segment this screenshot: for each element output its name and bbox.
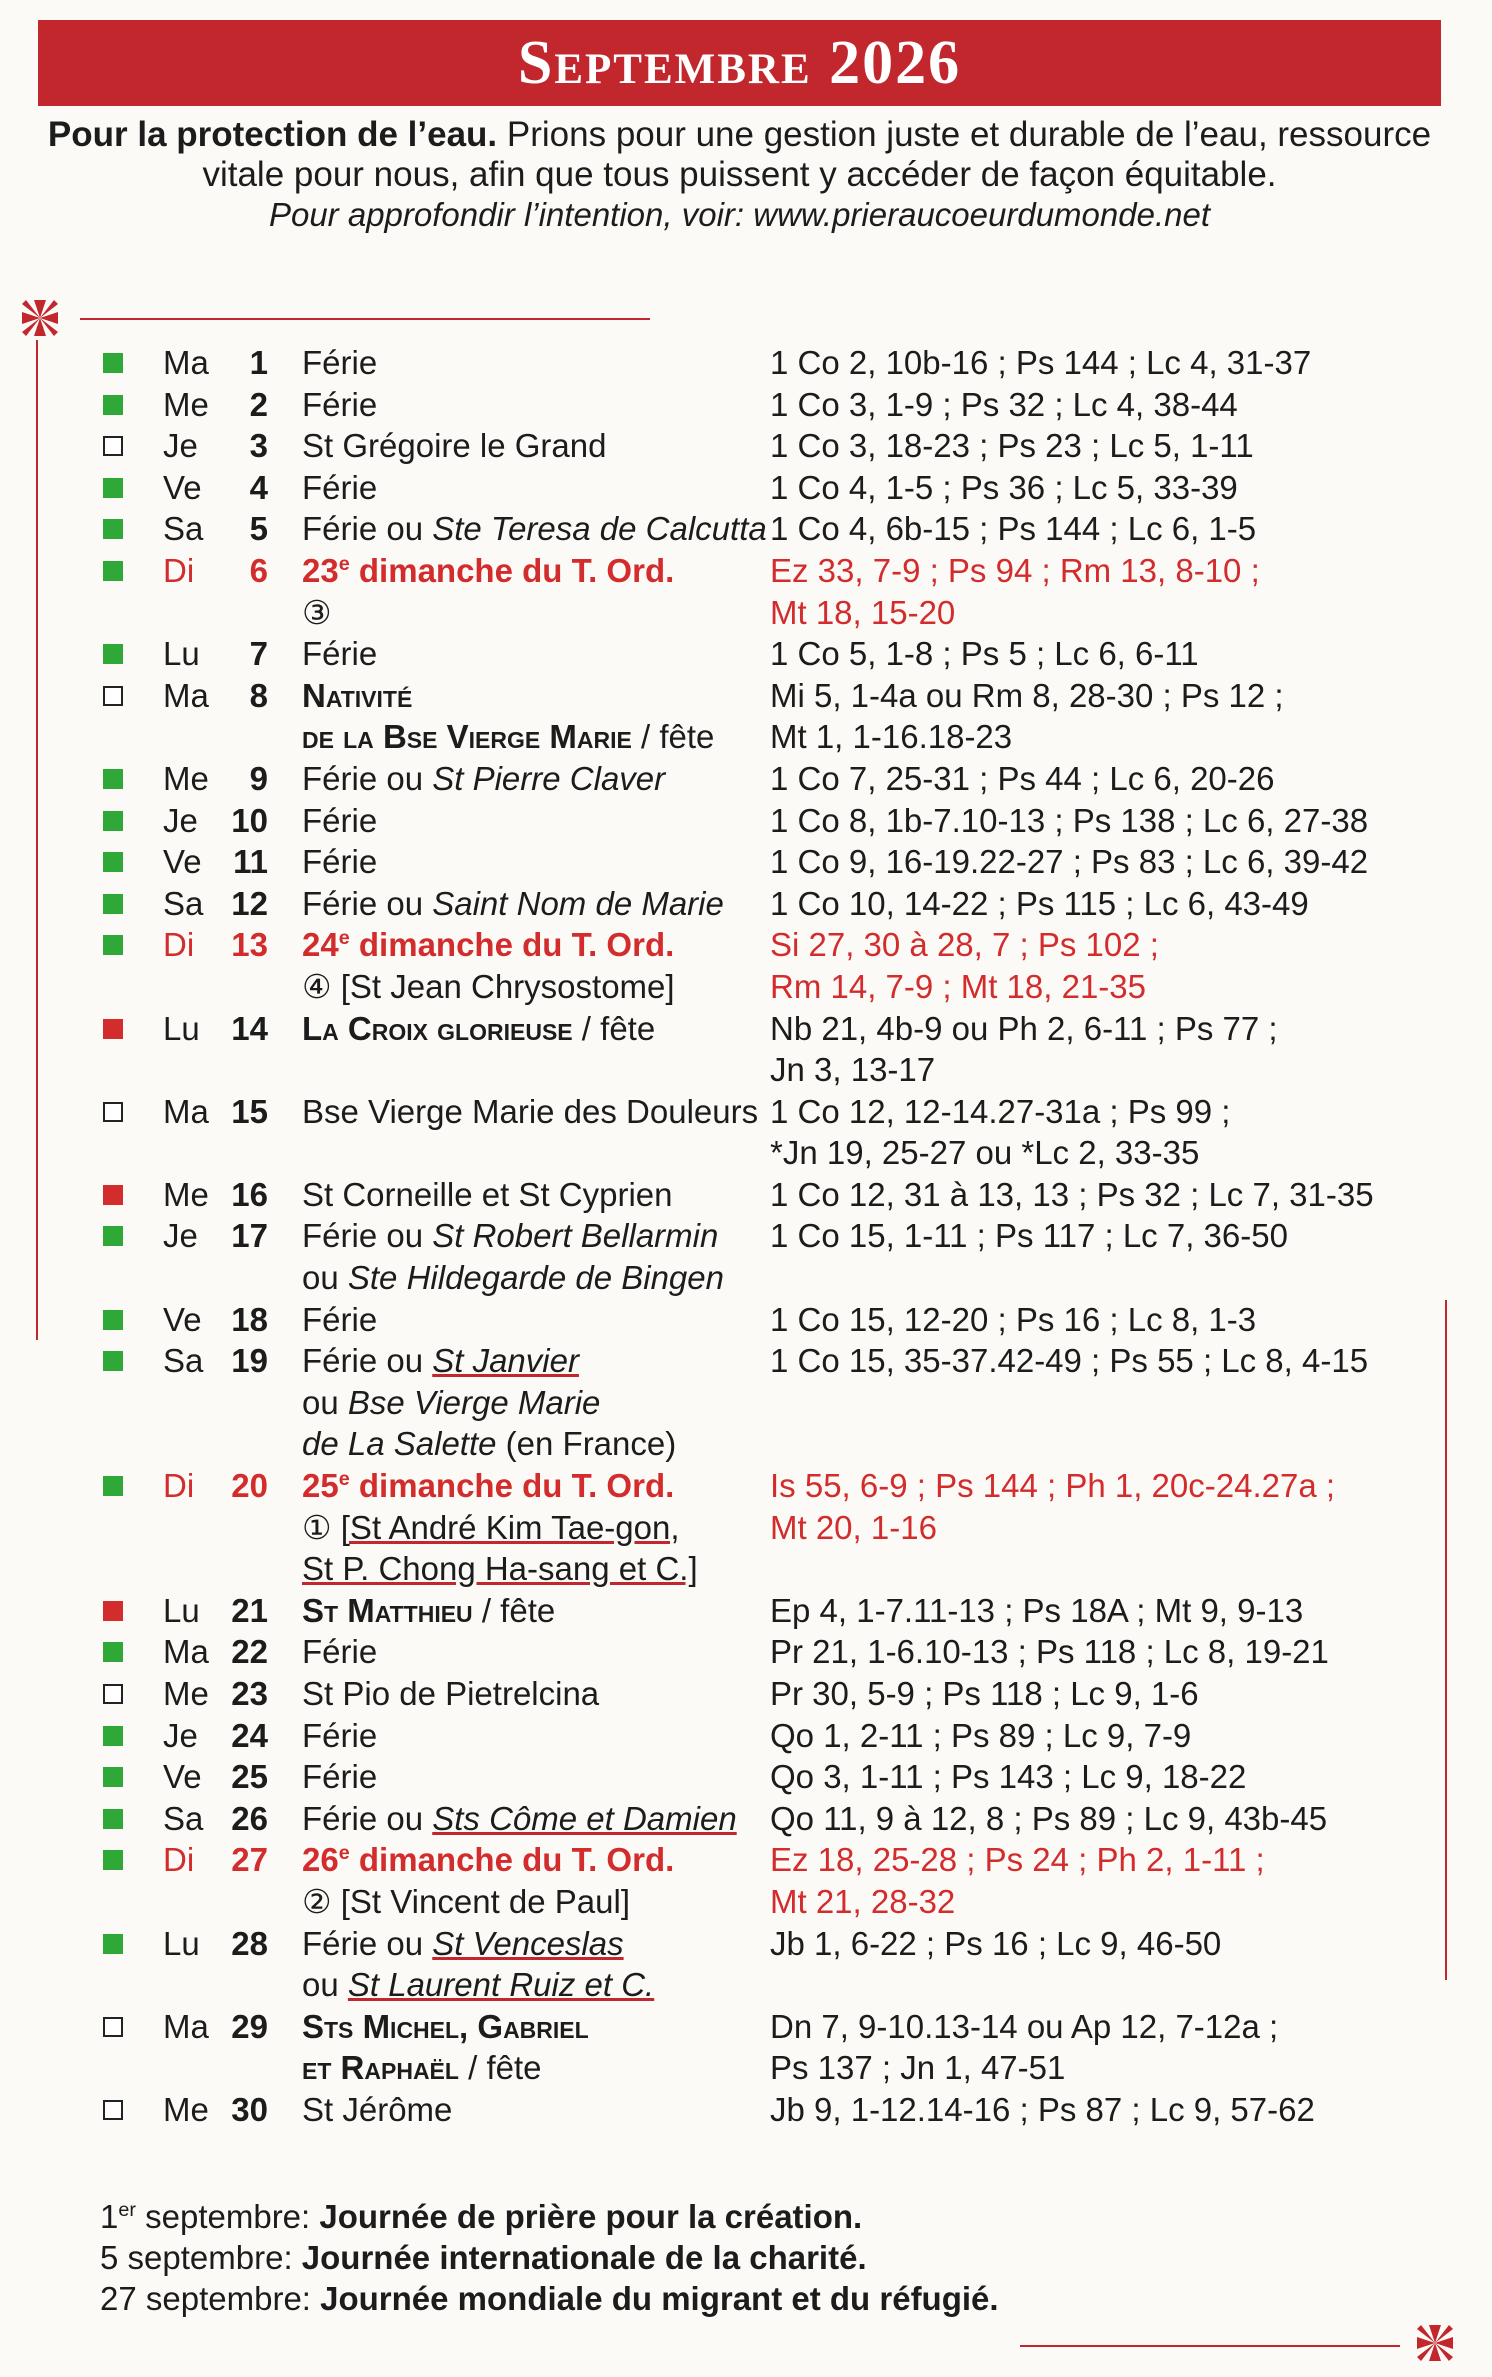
readings: Jb 1, 6-22 ; Ps 16 ; Lc 9, 46-50	[770, 1924, 1222, 1962]
day-of-week: Ve	[163, 843, 202, 881]
day-number: 11	[233, 843, 268, 881]
day-row	[0, 384, 1492, 426]
day-row	[0, 425, 1492, 467]
liturgical-color-square	[103, 1185, 123, 1205]
day-row	[0, 1590, 1492, 1632]
celebration: Férie	[302, 1716, 378, 1754]
day-of-week: Ve	[163, 468, 202, 506]
readings: 1 Co 7, 25-31 ; Ps 44 ; Lc 6, 20-26	[770, 759, 1275, 797]
celebration: Férie	[302, 1633, 378, 1671]
liturgical-color-square	[103, 519, 123, 539]
day-row	[0, 1091, 1492, 1174]
day-of-week: Me	[163, 1175, 209, 1213]
day-row	[0, 2089, 1492, 2131]
day-number: 22	[231, 1633, 268, 1671]
intention-text: Prions pour une gestion juste et durable de l’eau, ressource vitale pour nous, afin que tous puissent y accéder de façon équitable.	[202, 115, 1432, 194]
day-number: 14	[231, 1009, 268, 1047]
day-number: 1	[249, 344, 268, 381]
liturgical-color-square	[103, 1850, 123, 1870]
readings: Is 55, 6-9 ; Ps 144 ; Ph 1, 20c-24.27a ; Mt 20, 1-16	[770, 1467, 1336, 1546]
day-row	[0, 633, 1492, 675]
day-row	[0, 2006, 1492, 2089]
templar-cross-icon-bottom	[1415, 2323, 1455, 2363]
liturgical-color-square	[103, 1809, 123, 1829]
day-number: 19	[231, 1342, 268, 1380]
readings: 1 Co 12, 12-14.27-31a ; Ps 99 ; *Jn 19, 25-27 ou *Lc 2, 33-35	[770, 1092, 1231, 1172]
day-of-week: Ma	[163, 2007, 209, 2045]
day-of-week: Ma	[163, 1092, 209, 1130]
day-of-week: Ve	[163, 1300, 202, 1338]
day-of-week: Lu	[163, 1924, 200, 1962]
day-of-week: Di	[163, 926, 195, 964]
top-divider	[80, 318, 650, 320]
celebration: 25e dimanche du T. Ord. ① [St André Kim Tae-gon, St P. Chong Ha-sang et C.]	[302, 1467, 698, 1588]
celebration: Férie	[302, 344, 378, 381]
readings: Si 27, 30 à 28, 7 ; Ps 102 ; Rm 14, 7-9 ; Mt 18, 21-35	[770, 926, 1159, 1005]
liturgical-color-square	[103, 1310, 123, 1330]
day-of-week: Je	[163, 1217, 198, 1255]
day-number: 17	[231, 1217, 268, 1255]
day-of-week: Me	[163, 1675, 209, 1713]
liturgical-color-square	[103, 1102, 123, 1122]
day-of-week: Ma	[163, 1633, 209, 1671]
readings: Qo 1, 2-11 ; Ps 89 ; Lc 9, 7-9	[770, 1716, 1192, 1754]
month-title: Septembre 2026	[517, 28, 962, 97]
day-number: 10	[231, 801, 268, 839]
celebration: 24e dimanche du T. Ord. ④ [St Jean Chrysostome]	[302, 926, 675, 1005]
day-list	[0, 342, 1492, 2131]
day-number: 12	[231, 884, 268, 922]
day-number: 24	[231, 1716, 268, 1754]
day-of-week: Je	[163, 427, 198, 465]
celebration: St Matthieu / fête	[302, 1591, 556, 1629]
day-number: 26	[231, 1799, 268, 1837]
day-number: 27	[231, 1841, 268, 1879]
liturgical-color-square	[103, 353, 123, 373]
day-row	[0, 1174, 1492, 1216]
readings: 1 Co 10, 14-22 ; Ps 115 ; Lc 6, 43-49	[770, 884, 1309, 922]
readings: 1 Co 8, 1b-7.10-13 ; Ps 138 ; Lc 6, 27-38	[770, 801, 1369, 839]
liturgical-color-square	[103, 1767, 123, 1787]
celebration: 26e dimanche du T. Ord. ② [St Vincent de Paul]	[302, 1841, 675, 1920]
liturgical-color-square	[103, 561, 123, 581]
celebration: Férie ou St Venceslas ou St Laurent Ruiz et C.	[302, 1924, 655, 2004]
readings: Pr 30, 5-9 ; Ps 118 ; Lc 9, 1-6	[770, 1675, 1199, 1713]
day-row	[0, 675, 1492, 758]
day-row	[0, 467, 1492, 509]
day-row	[0, 1215, 1492, 1298]
day-row	[0, 508, 1492, 550]
day-number: 8	[249, 676, 268, 714]
prayer-intention	[38, 115, 1441, 235]
day-of-week: Ma	[163, 344, 209, 381]
liturgical-color-square	[103, 436, 123, 456]
readings: 1 Co 15, 35-37.42-49 ; Ps 55 ; Lc 8, 4-15	[770, 1342, 1369, 1380]
day-number: 20	[231, 1467, 268, 1505]
day-of-week: Me	[163, 2090, 209, 2128]
day-number: 3	[249, 427, 268, 465]
notes	[100, 2196, 999, 2319]
readings: Ep 4, 1-7.11-13 ; Ps 18A ; Mt 9, 9-13	[770, 1591, 1304, 1629]
celebration: Férie ou St Robert Bellarmin ou Ste Hildegarde de Bingen	[302, 1217, 724, 1297]
readings: 1 Co 9, 16-19.22-27 ; Ps 83 ; Lc 6, 39-42	[770, 843, 1369, 881]
day-row	[0, 1756, 1492, 1798]
celebration: Férie ou Sts Côme et Damien	[302, 1799, 737, 1837]
day-of-week: Me	[163, 759, 209, 797]
liturgical-color-square	[103, 478, 123, 498]
liturgical-color-square	[103, 1934, 123, 1954]
day-of-week: Di	[163, 1467, 195, 1505]
day-row	[0, 758, 1492, 800]
day-of-week: Lu	[163, 1591, 200, 1629]
readings: Ez 18, 25-28 ; Ps 24 ; Ph 2, 1-11 ; Mt 21, 28-32	[770, 1841, 1265, 1920]
celebration: Férie	[302, 843, 378, 881]
celebration: Férie	[302, 801, 378, 839]
celebration: La Croix glorieuse / fête	[302, 1009, 656, 1047]
readings: Nb 21, 4b-9 ou Ph 2, 6-11 ; Ps 77 ; Jn 3, 13-17	[770, 1009, 1278, 1089]
liturgical-color-square	[103, 1726, 123, 1746]
readings: Pr 21, 1-6.10-13 ; Ps 118 ; Lc 8, 19-21	[770, 1633, 1329, 1671]
day-row	[0, 1673, 1492, 1715]
day-number: 13	[231, 926, 268, 964]
day-number: 4	[249, 468, 268, 506]
day-number: 9	[249, 759, 268, 797]
celebration: Férie	[302, 1300, 378, 1338]
liturgical-color-square	[103, 2100, 123, 2120]
day-of-week: Je	[163, 1716, 198, 1754]
day-of-week: Sa	[163, 1799, 204, 1837]
liturgical-color-square	[103, 686, 123, 706]
readings: 1 Co 15, 1-11 ; Ps 117 ; Lc 7, 36-50	[770, 1217, 1288, 1255]
day-row	[0, 1299, 1492, 1341]
day-row	[0, 342, 1492, 384]
readings: 1 Co 4, 6b-15 ; Ps 144 ; Lc 6, 1-5	[770, 510, 1257, 548]
note-line: 27 septembre: Journée mondiale du migrant et du réfugié.	[100, 2280, 999, 2317]
day-of-week: Sa	[163, 1342, 204, 1380]
note-line: 5 septembre: Journée internationale de la charité.	[100, 2239, 867, 2276]
day-row	[0, 1008, 1492, 1091]
day-of-week: Ma	[163, 676, 209, 714]
day-row	[0, 924, 1492, 1007]
day-number: 7	[249, 635, 268, 673]
liturgical-color-square	[103, 769, 123, 789]
celebration: Bse Vierge Marie des Douleurs	[302, 1092, 759, 1130]
day-row	[0, 550, 1492, 633]
day-of-week: Di	[163, 551, 195, 589]
note-line: 1er septembre: Journée de prière pour la création.	[100, 2198, 863, 2235]
celebration: Férie	[302, 468, 378, 506]
intention-title: Pour la protection de l’eau.	[47, 115, 498, 154]
day-of-week: Di	[163, 1841, 195, 1879]
day-row	[0, 1839, 1492, 1922]
liturgical-color-square	[103, 1226, 123, 1246]
celebration: Férie ou St Janvier ou Bse Vierge Marie de La Salette (en France)	[302, 1342, 677, 1463]
liturgical-color-square	[103, 1642, 123, 1662]
day-of-week: Je	[163, 801, 198, 839]
day-row	[0, 1923, 1492, 2006]
day-number: 16	[231, 1175, 268, 1213]
day-row	[0, 1465, 1492, 1590]
day-number: 18	[231, 1300, 268, 1338]
celebration: Férie	[302, 385, 378, 423]
day-row	[0, 1798, 1492, 1840]
readings: 1 Co 3, 18-23 ; Ps 23 ; Lc 5, 1-11	[770, 427, 1254, 465]
liturgical-color-square	[103, 1684, 123, 1704]
day-row	[0, 800, 1492, 842]
liturgical-color-square	[103, 1019, 123, 1039]
readings: 1 Co 5, 1-8 ; Ps 5 ; Lc 6, 6-11	[770, 635, 1199, 673]
liturgical-color-square	[103, 1601, 123, 1621]
day-of-week: Ve	[163, 1758, 202, 1796]
day-number: 6	[249, 551, 268, 589]
day-number: 5	[249, 510, 268, 548]
day-of-week: Sa	[163, 510, 204, 548]
day-row	[0, 1340, 1492, 1465]
day-number: 2	[249, 385, 268, 423]
day-of-week: Lu	[163, 635, 200, 673]
celebration: Nativité de la Bse Vierge Marie / fête	[302, 676, 715, 756]
liturgical-color-square	[103, 395, 123, 415]
celebration: Férie ou St Pierre Claver	[302, 759, 666, 797]
celebration: 23e dimanche du T. Ord. ③	[302, 551, 675, 631]
celebration: St Jérôme	[302, 2090, 453, 2128]
readings: Jb 9, 1-12.14-16 ; Ps 87 ; Lc 9, 57-62	[770, 2090, 1315, 2128]
celebration: St Corneille et St Cyprien	[302, 1175, 673, 1213]
celebration: Férie ou Ste Teresa de Calcutta	[302, 510, 767, 548]
day-row	[0, 1631, 1492, 1673]
day-row	[0, 883, 1492, 925]
readings: Qo 11, 9 à 12, 8 ; Ps 89 ; Lc 9, 43b-45	[770, 1799, 1328, 1837]
liturgical-color-square	[103, 644, 123, 664]
day-number: 25	[231, 1758, 268, 1796]
liturgical-color-square	[103, 2017, 123, 2037]
celebration: Férie	[302, 635, 378, 673]
celebration: St Grégoire le Grand	[302, 427, 607, 465]
celebration: Férie	[302, 1758, 378, 1796]
day-of-week: Sa	[163, 884, 204, 922]
day-number: 15	[231, 1092, 268, 1130]
readings: 1 Co 12, 31 à 13, 13 ; Ps 32 ; Lc 7, 31-35	[770, 1175, 1374, 1213]
celebration: Férie ou Saint Nom de Marie	[302, 884, 724, 922]
templar-cross-icon	[20, 298, 60, 338]
liturgical-color-square	[103, 935, 123, 955]
intention-more: Pour approfondir l’intention, voir: www.prieraucoeurdumonde.net	[268, 196, 1211, 233]
readings: Ez 33, 7-9 ; Ps 94 ; Rm 13, 8-10 ; Mt 18, 15-20	[770, 551, 1260, 631]
day-number: 23	[231, 1675, 268, 1713]
liturgical-color-square	[103, 1351, 123, 1371]
day-of-week: Me	[163, 385, 209, 423]
month-header	[38, 20, 1441, 106]
bottom-divider	[1020, 2345, 1400, 2347]
celebration: Sts Michel, Gabriel et Raphaël / fête	[302, 2007, 589, 2087]
liturgical-color-square	[103, 811, 123, 831]
readings: 1 Co 15, 12-20 ; Ps 16 ; Lc 8, 1-3	[770, 1300, 1257, 1338]
readings: 1 Co 2, 10b-16 ; Ps 144 ; Lc 4, 31-37	[770, 344, 1312, 381]
day-of-week: Lu	[163, 1009, 200, 1047]
liturgical-color-square	[103, 852, 123, 872]
day-row	[0, 841, 1492, 883]
readings: Mi 5, 1-4a ou Rm 8, 28-30 ; Ps 12 ; Mt 1, 1-16.18-23	[770, 676, 1284, 756]
liturgical-color-square	[103, 894, 123, 914]
day-number: 28	[231, 1924, 268, 1962]
day-number: 21	[231, 1591, 268, 1629]
readings: Qo 3, 1-11 ; Ps 143 ; Lc 9, 18-22	[770, 1758, 1247, 1796]
day-number: 30	[231, 2090, 268, 2128]
readings: 1 Co 4, 1-5 ; Ps 36 ; Lc 5, 33-39	[770, 468, 1238, 506]
liturgical-color-square	[103, 1476, 123, 1496]
celebration: St Pio de Pietrelcina	[302, 1675, 600, 1713]
day-number: 29	[231, 2007, 268, 2045]
readings: Dn 7, 9-10.13-14 ou Ap 12, 7-12a ; Ps 137 ; Jn 1, 47-51	[770, 2007, 1279, 2087]
readings: 1 Co 3, 1-9 ; Ps 32 ; Lc 4, 38-44	[770, 385, 1238, 423]
day-row	[0, 1715, 1492, 1757]
